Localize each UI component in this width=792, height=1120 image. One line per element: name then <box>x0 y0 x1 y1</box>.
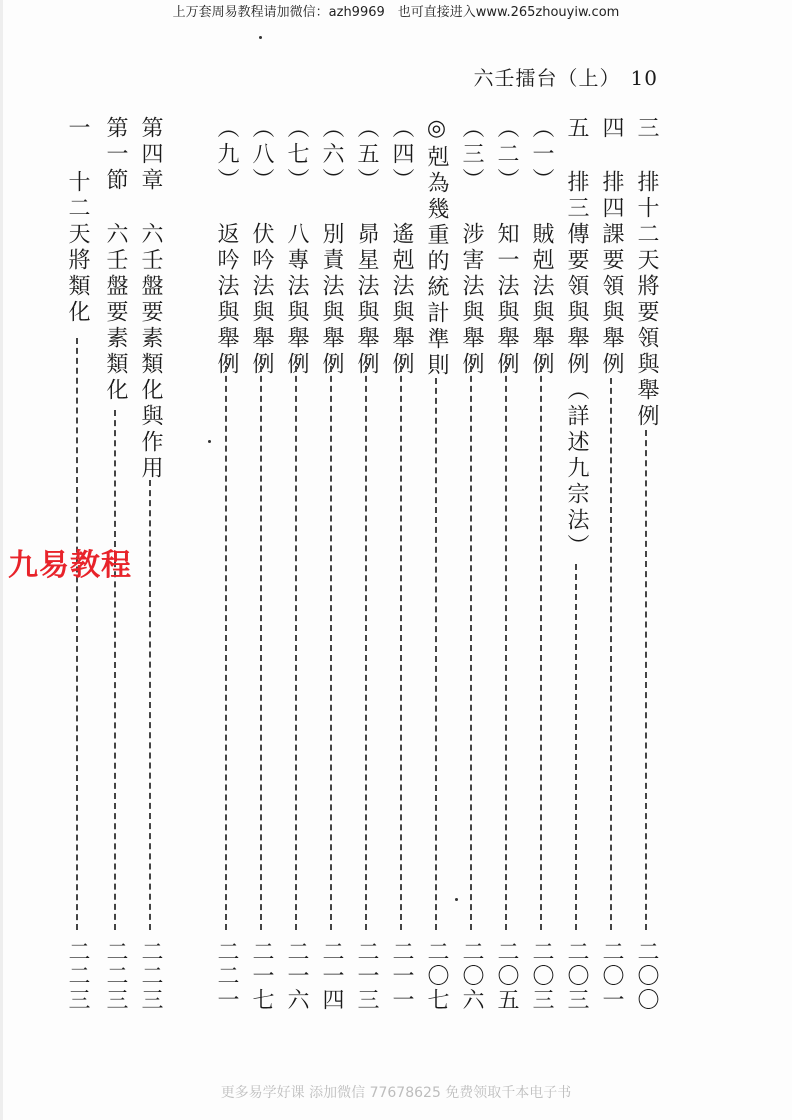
dot-leader <box>540 356 542 930</box>
toc-entry <box>248 116 274 1032</box>
toc-entry <box>493 116 519 1032</box>
toc-page: 二〇三 <box>564 940 589 1012</box>
toc-number: （三） <box>459 116 484 194</box>
toc-entry <box>598 116 624 1032</box>
toc-entry <box>137 116 163 1032</box>
dot-leader <box>365 356 367 930</box>
dot-leader <box>610 378 612 930</box>
toc-title <box>137 116 163 482</box>
toc-title <box>213 116 239 378</box>
dot-leader <box>260 356 262 930</box>
toc-page: 二一七 <box>249 940 274 1012</box>
toc-number: （二） <box>494 116 519 194</box>
toc-page: 二二一 <box>214 940 239 1012</box>
toc-text: 返吟法與舉例 <box>214 222 239 378</box>
dot-leader <box>505 356 507 930</box>
toc-page: 二二三 <box>65 940 90 1012</box>
toc-title <box>493 116 519 378</box>
dot-leader <box>435 378 437 930</box>
toc-text: 排十二天將要領與舉例 <box>634 170 659 430</box>
toc-page: 二〇〇 <box>634 940 659 1012</box>
toc-number: （一） <box>529 116 554 194</box>
toc-number: 三 <box>634 116 659 142</box>
toc-text: 排四課要領與舉例 <box>599 170 624 378</box>
toc-title <box>283 116 309 378</box>
dot-leader <box>114 410 116 930</box>
dot-leader <box>575 564 577 930</box>
toc-page: 二〇七 <box>424 940 449 1012</box>
toc-page: 二〇一 <box>599 940 624 1012</box>
toc-title <box>353 116 379 378</box>
toc-number: （五） <box>354 116 379 194</box>
toc-page: 二〇六 <box>459 940 484 1012</box>
toc-page: 二〇三 <box>529 940 554 1012</box>
toc-text: 遙剋法與舉例 <box>389 222 414 378</box>
toc-number: （六） <box>319 116 344 194</box>
toc-page: 二一四 <box>319 940 344 1012</box>
toc-number: （四） <box>389 116 414 194</box>
toc-text: 知一法與舉例 <box>494 222 519 378</box>
toc-title <box>388 116 414 378</box>
toc-title <box>64 116 90 326</box>
scan-speck <box>455 898 458 901</box>
toc-title <box>102 116 128 404</box>
dot-leader <box>645 430 647 930</box>
top-banner: 上万套周易教程请加微信：azh9969 也可直接进入www.265zhouyiw.com <box>172 5 620 20</box>
toc-page: 二一一 <box>389 940 414 1012</box>
toc-entry <box>563 116 589 1032</box>
toc-page: 二一六 <box>284 940 309 1012</box>
toc-title <box>318 116 344 378</box>
toc-number: ◎ <box>424 116 449 145</box>
dot-leader <box>295 356 297 930</box>
toc-title <box>633 116 659 430</box>
dot-leader <box>400 356 402 930</box>
toc-text: 十二天將類化 <box>65 170 90 326</box>
toc-number: 一 <box>65 116 90 142</box>
toc-text: 八專法與舉例 <box>284 222 309 378</box>
toc-number: 第四章 <box>138 116 163 194</box>
dot-leader <box>76 338 78 930</box>
toc-entry <box>528 116 554 1032</box>
toc-text: 伏吟法與舉例 <box>249 222 274 378</box>
toc-text: 剋為幾重的統計準則 <box>424 145 449 379</box>
toc-title <box>563 116 589 560</box>
dot-leader <box>225 356 227 930</box>
toc-entry <box>633 116 659 1032</box>
toc-title <box>598 116 624 378</box>
toc-page: 二二三 <box>103 940 128 1012</box>
dot-leader <box>330 356 332 930</box>
scan-speck <box>259 36 262 39</box>
footer-banner: 更多易学好课 添加微信 77678625 免费领取千本电子书 <box>220 1085 572 1101</box>
toc-number: （九） <box>214 116 239 194</box>
toc-entry <box>458 116 484 1032</box>
toc-entry <box>423 116 449 1032</box>
toc-number: 第一節 <box>103 116 128 194</box>
toc-text: 涉害法與舉例 <box>459 222 484 378</box>
toc-entry <box>318 116 344 1032</box>
toc-entry <box>213 116 239 1032</box>
toc-page: 二一三 <box>354 940 379 1012</box>
toc-page: 二〇五 <box>494 940 519 1012</box>
toc-number: 四 <box>599 116 624 142</box>
dot-leader <box>149 480 151 930</box>
toc-text: 六壬盤要素類化與作用 <box>138 222 163 482</box>
page-number: 10 <box>630 66 658 90</box>
toc-text: 昴星法與舉例 <box>354 222 379 378</box>
toc-title <box>458 116 484 378</box>
toc-entry <box>388 116 414 1032</box>
book-title: 六壬擂台（上） <box>473 66 621 90</box>
toc-title <box>423 116 449 379</box>
toc-number: （八） <box>249 116 274 194</box>
toc-text: 排三傳要領與舉例（詳述九宗法） <box>564 170 589 560</box>
scan-speck <box>208 440 211 443</box>
toc-page: 二二三 <box>138 940 163 1012</box>
watermark: 九易教程 <box>8 548 132 583</box>
toc-number: 五 <box>564 116 589 142</box>
toc-text: 賊剋法與舉例 <box>529 222 554 378</box>
toc-entry <box>353 116 379 1032</box>
toc-entry <box>283 116 309 1032</box>
toc-text: 別責法與舉例 <box>319 222 344 378</box>
dot-leader <box>470 356 472 930</box>
toc-title <box>248 116 274 378</box>
toc-number: （七） <box>284 116 309 194</box>
toc-text: 六壬盤要素類化 <box>103 222 128 404</box>
toc-title <box>528 116 554 378</box>
